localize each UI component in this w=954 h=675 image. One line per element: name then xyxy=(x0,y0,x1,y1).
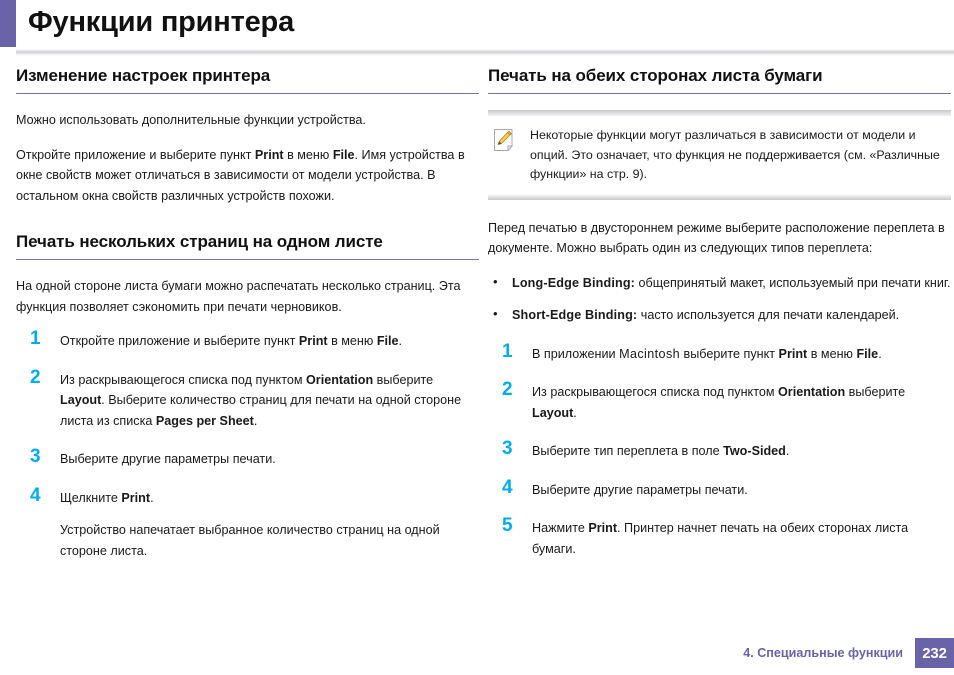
section-heading: Изменение настроек принтера xyxy=(16,66,271,85)
inline-bold-term: Orientation xyxy=(778,385,846,399)
content-columns xyxy=(0,66,954,626)
inline-bold-term: Print xyxy=(254,147,284,162)
inline-bold-term: Print xyxy=(298,334,328,348)
note-text: Некоторые функции могут различаться в зависимости от модели и опций. Это означает, что функция не поддерживается (см. «Различные функции» на стр. 9). xyxy=(530,128,940,181)
list-item xyxy=(488,305,951,326)
bullet-desc-text: общепринятый макет, используемый при печати книг. xyxy=(638,275,951,290)
title-divider xyxy=(16,49,954,56)
list-item xyxy=(16,484,479,562)
step-text: Выберите другие параметры печати. xyxy=(532,482,748,497)
note-content xyxy=(488,116,951,194)
inline-bold-term: Pages per Sheet xyxy=(155,413,254,428)
inline-bold-term: Print xyxy=(778,346,808,361)
inline-bold-term: Print xyxy=(588,521,618,535)
step-text: Выберите другие параметры печати. xyxy=(60,452,276,466)
page-header xyxy=(0,0,954,52)
list-item xyxy=(488,515,951,559)
bullet-term: Long-Edge Binding: xyxy=(512,275,636,290)
note-bottom-divider xyxy=(488,194,951,200)
step-text: В приложении Macintosh выберите пункт Print в меню File. xyxy=(532,346,882,361)
section-n-up-printing xyxy=(16,232,479,561)
step-number: 4 xyxy=(30,484,41,506)
paragraph: Откройте приложение и выберите пункт Print в меню File. Имя устройства в окне свойств может отличаться в зависимости от модели устройства. В остальном окна свойств различных устройств похожи. xyxy=(16,147,465,203)
page-number-badge: 232 xyxy=(915,638,954,668)
inline-bold-term: File xyxy=(856,346,879,361)
page-footer xyxy=(0,636,954,668)
note-pencil-icon xyxy=(490,126,520,156)
list-item xyxy=(488,438,951,462)
step-list xyxy=(488,340,951,560)
list-item xyxy=(488,340,951,365)
chapter-label: 4. Специальные функции xyxy=(743,646,903,660)
inline-bold-term: Print xyxy=(121,490,151,505)
list-item xyxy=(488,476,951,501)
step-text: Выберите тип переплета в поле Two-Sided. xyxy=(532,444,790,458)
step-text: Нажмите Print. Принтер начнет печать на обеих сторонах листа бумаги. xyxy=(532,521,909,556)
note-box xyxy=(488,110,951,200)
step-number: 1 xyxy=(502,340,513,362)
section-heading: Печать нескольких страниц на одном листе xyxy=(16,232,383,251)
list-item xyxy=(488,273,951,294)
section-heading-rule xyxy=(16,93,479,94)
inline-bold-term: Layout xyxy=(532,405,574,420)
inline-term: Macintosh xyxy=(619,346,681,361)
section-heading: Печать на обеих сторонах листа бумаги xyxy=(488,66,823,85)
step-text: Из раскрывающегося списка под пунктом Orientation выберите Layout. Выберите количество страниц для печати на одной стороне листа из списка Pages per Sheet. xyxy=(60,372,462,428)
step-number: 3 xyxy=(30,446,41,467)
right-column xyxy=(488,66,951,559)
paragraph: Можно использовать дополнительные функции устройства. xyxy=(16,113,366,127)
step-text: Откройте приложение и выберите пункт Print в меню File. xyxy=(60,334,403,348)
step-text: Из раскрывающегося списка под пунктом Orientation выберите Layout. xyxy=(532,385,906,420)
bullet-term: Short-Edge Binding: xyxy=(512,308,638,322)
list-item xyxy=(488,379,951,423)
list-item xyxy=(16,366,479,432)
left-column xyxy=(16,66,479,561)
step-number: 4 xyxy=(502,476,513,498)
inline-bold-term: File xyxy=(376,334,399,348)
step-number: 3 xyxy=(502,438,513,459)
step-number: 2 xyxy=(30,366,41,388)
step-number: 2 xyxy=(502,379,513,400)
binding-type-list xyxy=(488,273,951,326)
section-printer-settings xyxy=(16,66,479,206)
step-subtext: Устройство напечатает выбранное количество страниц на одной стороне листа. xyxy=(60,523,440,558)
list-item xyxy=(16,328,479,352)
section-heading-rule xyxy=(16,259,479,260)
page-title: Функции принтера xyxy=(28,6,294,38)
bullet-desc-text: часто используется для печати календарей. xyxy=(640,308,900,322)
title-accent-bar xyxy=(0,0,16,47)
step-list xyxy=(16,328,479,561)
inline-bold-term: Layout xyxy=(60,393,102,407)
list-item xyxy=(16,446,479,470)
section-heading-rule xyxy=(488,93,951,94)
paragraph: На одной стороне листа бумаги можно распечатать несколько страниц. Эта функция позволяет сэкономить при печати черновиков. xyxy=(16,279,461,314)
inline-bold-term: File xyxy=(332,147,355,162)
inline-bold-term: Two-Sided xyxy=(723,444,786,458)
step-number: 5 xyxy=(502,515,513,536)
step-text: Щелкните Print. xyxy=(60,490,154,505)
paragraph: Перед печатью в двустороннем режиме выберите расположение переплета в документе. Можно выбрать один из следующих типов переплета: xyxy=(488,220,945,255)
footer-content xyxy=(743,638,954,668)
step-number: 1 xyxy=(30,328,41,349)
inline-bold-term: Orientation xyxy=(306,372,374,387)
